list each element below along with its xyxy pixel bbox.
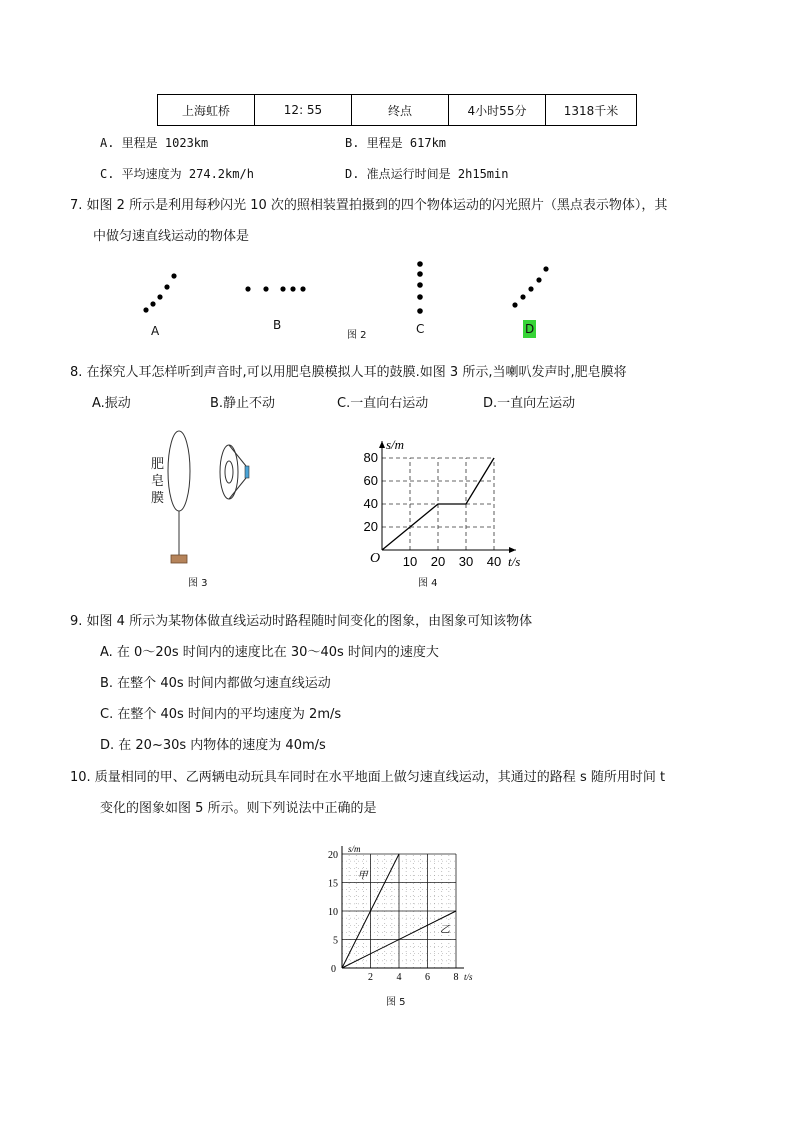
origin-label: O <box>370 551 381 566</box>
q9-option-a: A. 在 0～20s 时间内的速度比在 30～40s 时间内的速度大 <box>100 645 439 660</box>
q7-text-line2: 中做匀速直线运动的物体是 <box>93 229 250 244</box>
x-tick-label: 2 <box>368 972 373 983</box>
soap-film-label-char: 皂 <box>151 474 165 489</box>
y-axis-label: s/m <box>386 437 405 452</box>
timetable-cell: 终点 <box>352 95 449 126</box>
y-tick-label: 5 <box>333 935 338 947</box>
fig5-caption: 图 5 <box>386 997 406 1008</box>
y-tick-label: 60 <box>363 473 378 488</box>
fig2-label-b: B <box>273 318 282 332</box>
soap-film-label-char: 膜 <box>151 491 165 506</box>
fig3-caption: 图 3 <box>188 578 208 589</box>
series-label: 乙 <box>440 924 451 936</box>
q8-option-c: C.一直向右运动 <box>337 396 429 411</box>
q9-option-c: C. 在整个 40s 时间内的平均速度为 2m/s <box>100 707 342 722</box>
q8-option-b: B.静止不动 <box>210 396 276 411</box>
fig2-caption: 图 2 <box>347 330 367 341</box>
soap-film-label-char: 肥 <box>151 457 165 472</box>
x-tick-label: 8 <box>453 972 459 983</box>
q10-text-line2: 变化的图象如图 5 所示。则下列说法中正确的是 <box>100 801 377 816</box>
series-label: 甲 <box>357 870 368 882</box>
film-stand-base <box>171 555 187 563</box>
q10-text-line1: 10. 质量相同的甲、乙两辆电动玩具车同时在水平地面上做匀速直线运动，其通过的路程 s 随所用时间 t <box>70 770 666 785</box>
figure-4-chart <box>360 435 540 575</box>
fig4-caption: 图 4 <box>418 578 438 589</box>
q8-option-d: D.一直向左运动 <box>483 396 576 411</box>
x-tick-label: 6 <box>425 972 430 983</box>
x-tick-label: 20 <box>430 554 446 569</box>
timetable-cell: 1318千米 <box>546 95 637 126</box>
fig2-label-a: A <box>151 324 160 338</box>
x-axis-arrow-icon <box>509 547 516 553</box>
timetable <box>157 94 637 126</box>
q6-option-c: C. 平均速度为 274.2km/h <box>100 167 254 181</box>
timetable-row <box>158 95 637 126</box>
dots-b <box>245 286 305 291</box>
x-tick-label: 40 <box>486 554 502 569</box>
y-tick-label: 20 <box>328 850 338 861</box>
timetable-cell: 4小时55分 <box>449 95 546 126</box>
q6-option-d: D. 准点运行时间是 2h15min <box>345 167 509 181</box>
y-tick-label: 15 <box>328 878 338 890</box>
timetable-cell: 12: 55 <box>255 95 352 126</box>
y-tick-label: 40 <box>363 496 378 511</box>
q6-option-a: A. 里程是 1023km <box>100 136 209 150</box>
timetable-cell: 上海虹桥 <box>158 95 255 126</box>
q9-option-d: D. 在 20~30s 内物体的速度为 40m/s <box>100 738 326 753</box>
q7-text-line1: 7. 如图 2 所示是利用每秒闪光 10 次的照相装置拍摄到的四个物体运动的闪光照片（黑点表示物体），其 <box>70 198 668 213</box>
q8-text: 8. 在探究人耳怎样听到声音时,可以用肥皂膜模拟人耳的鼓膜.如图 3 所示,当喇叭发声时,肥皂膜将 <box>70 365 627 380</box>
dots-a <box>143 273 176 312</box>
soap-film-label <box>151 456 164 507</box>
y-tick-label: 10 <box>328 907 338 918</box>
fig2-label-d: D <box>525 322 535 336</box>
y-axis-arrow-icon <box>379 441 385 448</box>
figure-5-chart <box>320 840 490 990</box>
x-axis-label: t/s <box>464 972 473 982</box>
q9-option-b: B. 在整个 40s 时间内都做匀速直线运动 <box>100 676 331 691</box>
q9-text: 9. 如图 4 所示为某物体做直线运动时路程随时间变化的图象，由图象可知该物体 <box>70 614 533 629</box>
y-axis-label: s/m <box>348 844 361 854</box>
y-tick-label: 20 <box>363 519 378 534</box>
x-tick-label: 30 <box>458 554 474 569</box>
x-axis-label: t/s <box>508 554 521 569</box>
q6-option-b: B. 里程是 617km <box>345 136 447 150</box>
x-tick-label: 4 <box>396 972 402 983</box>
loudspeaker-icon <box>220 445 249 499</box>
dots-d <box>512 266 548 307</box>
x-tick-label: 10 <box>402 554 418 569</box>
q8-option-a: A.振动 <box>92 396 131 411</box>
y-tick-label: 80 <box>363 450 378 465</box>
dots-c <box>417 261 423 314</box>
x-tick-label: 0 <box>331 964 336 975</box>
soap-film <box>168 431 190 511</box>
fig2-label-c: C <box>416 322 425 336</box>
